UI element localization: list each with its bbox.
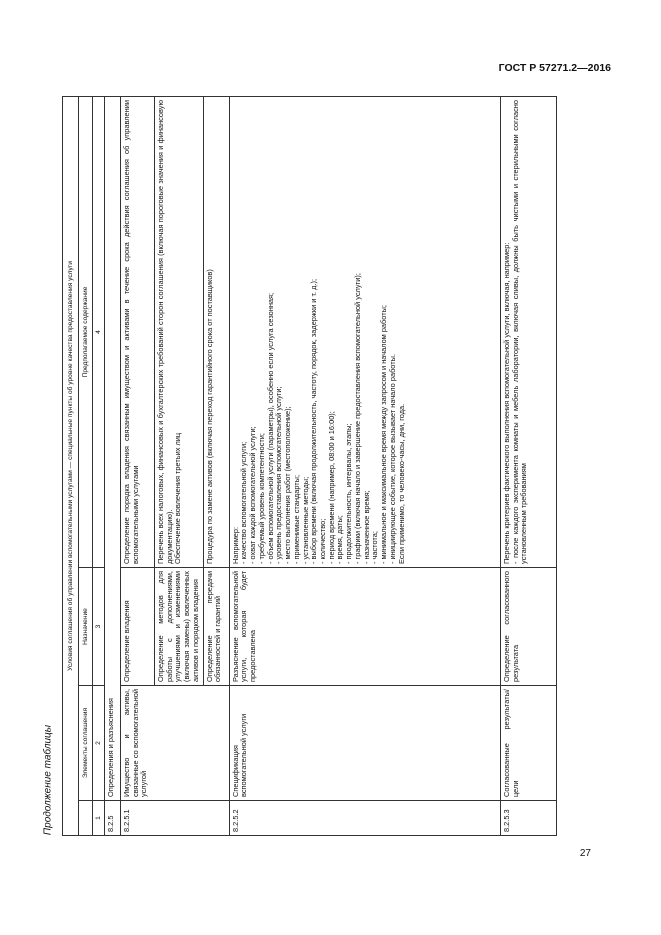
list-item: - минимальное и максимальное время между запросом и началом работы; — [379, 305, 389, 564]
list-item: - применимые стандарты; — [291, 474, 301, 564]
spec-list — [240, 100, 406, 564]
col-num-1: 1 — [93, 801, 105, 836]
content-paragraph: Обеспечение вовлечения третьих лиц — [173, 432, 183, 564]
list-item: - период времени (например, 08:00 и 16:00); — [326, 411, 336, 564]
row-element: Спецификация вспомогательной услуги — [229, 686, 500, 801]
col-num-3: 3 — [93, 568, 105, 686]
standard-header: ГОСТ Р 57271.2—2016 — [498, 62, 611, 74]
content-intro: Например: — [230, 526, 240, 564]
table-row — [229, 97, 500, 836]
section-num: 8.2.5 — [105, 801, 121, 836]
row-purpose: Определение методов для работы с дополнениями, улучшениями и изменениями (включая замены) вовлеченных активов и порядком владения — [155, 568, 204, 686]
table-wrapper — [62, 96, 557, 836]
list-item: - продолжительность, интервалы, этапы; — [344, 423, 354, 564]
list-item: - назначенное время; — [361, 490, 371, 564]
list-item: - инициирующее событие, которое вызывает начало работы. — [387, 353, 397, 564]
rotated-table-area — [62, 96, 557, 836]
row-content — [229, 97, 500, 568]
list-item: Если применимо, то человеко-часы, дни, года. — [396, 403, 406, 564]
table-title: Условия соглашения об управлении вспомогательными услугами — специальные пункты об уровне качества предоставления услуги — [63, 97, 79, 836]
col-header-content: Предполагаемое содержание — [79, 97, 93, 568]
row-purpose: Определение согласованного результата — [501, 568, 557, 686]
section-label: Определения и разъяснения — [105, 97, 121, 801]
list-item: - графики (включая начало и завершение предоставления вспомогательной услуги); — [352, 273, 362, 564]
row-purpose: Определение владения — [121, 568, 155, 686]
row-element: Имущество и активы, связанные со вспомогательной услугой — [121, 686, 230, 801]
row-content: Процедура по замене активов (включая переход гарантийного срока от поставщиков) — [203, 97, 229, 568]
row-num: 8.2.5.2 — [229, 801, 500, 836]
list-item: - время, даты; — [335, 515, 345, 564]
list-item: - количество; — [318, 518, 328, 564]
content-paragraph: Перечень всех налоговых, финансовых и бухгалтерских требований сторон соглашения (включая пороговые значения и финансовую документацию). — [156, 100, 174, 564]
list-item: - требуемый уровень компетентности; — [256, 433, 266, 564]
col-header-num — [79, 801, 93, 836]
col-num-4: 4 — [93, 97, 105, 568]
list-item: - качество вспомогательной услуги; — [239, 441, 249, 564]
list-item: - уровень предоставления вспомогательной услуги; — [274, 386, 284, 564]
row-purpose: Разъяснение вспомогательной услуги, которая будет предоставлена — [229, 568, 500, 686]
col-header-purpose: Назначение — [79, 568, 93, 686]
col-header-element: Элементы соглашения — [79, 686, 93, 801]
page-number: 27 — [579, 848, 591, 859]
row-element: Согласованные результаты/цели — [501, 686, 557, 801]
row-purpose: Определение передачи обязанностей и гарантий — [203, 568, 229, 686]
list-item: - выбор времени (включая продолжительность, частоту, порядок, задержки и т. д.); — [309, 278, 319, 564]
requirements-table — [62, 96, 557, 836]
row-content — [155, 97, 204, 568]
row-num: 8.2.5.1 — [121, 801, 230, 836]
continuation-label-wrap — [38, 715, 58, 845]
continuation-label: Продолжение таблицы — [42, 724, 54, 836]
list-item: - частота; — [370, 531, 380, 564]
row-content — [501, 97, 557, 568]
table-row — [501, 97, 557, 836]
col-num-2: 2 — [93, 686, 105, 801]
row-content: Определение порядка владения связанным имуществом и активами в течение срока действия соглашения об управлении вспомогательными услугами — [121, 97, 155, 568]
content-paragraph: - после каждого эксперимента комнаты и мебель лаборатории, включая сливы, должны быть чистыми и стерильными согласно установленным требованиям — [510, 100, 529, 564]
list-item: - место выполнения работ (местоположение); — [283, 406, 293, 564]
row-num: 8.2.5.3 — [501, 801, 557, 836]
list-item: - объем вспомогательной услуги (параметры), особенно если услуга сезонная; — [265, 292, 275, 564]
table-row — [121, 97, 155, 836]
list-item: - охват каждой вспомогательной услуги; — [248, 426, 258, 564]
list-item: - установленные методы; — [300, 476, 310, 564]
content-paragraph: Перечень критериев фактического выполнения вспомогательной услуги, включая, например: — [502, 242, 511, 564]
